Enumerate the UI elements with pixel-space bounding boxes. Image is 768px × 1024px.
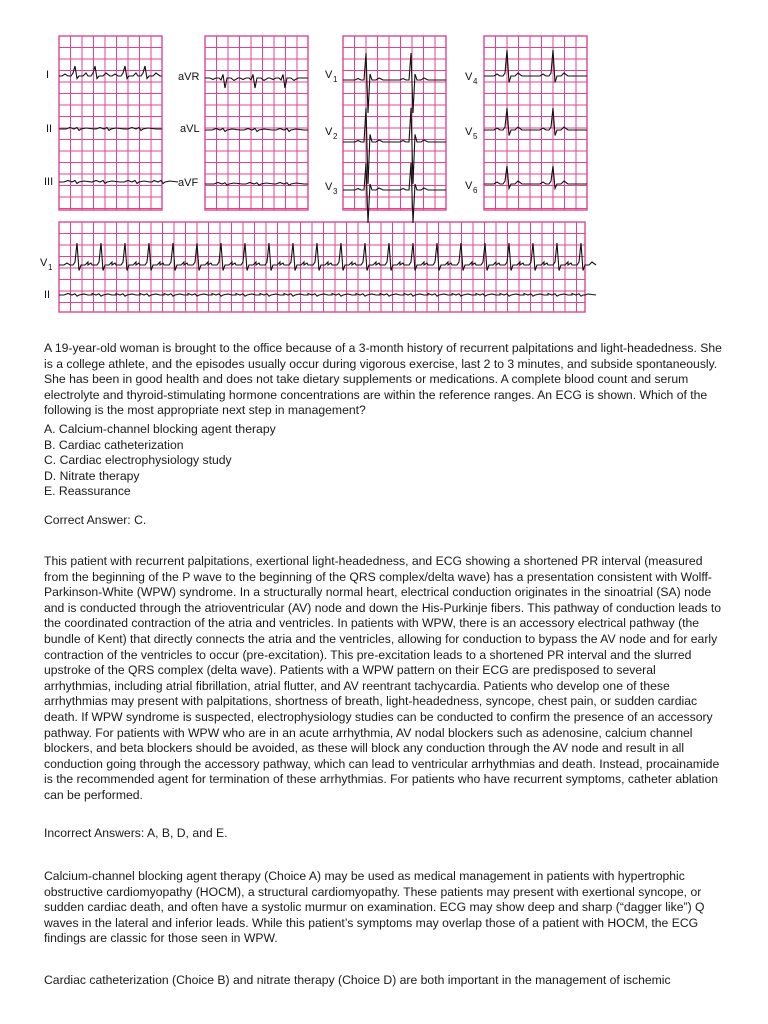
trace-lead-i bbox=[59, 66, 162, 79]
question-stem: A 19-year-old woman is brought to the office because of a 3-month history of recurrent palpitations and light-headedness. She is a college athlete, and the episodes usually occur during vigorous exercise, last 2 to 3 minutes, and subside spontaneously. She has been in good health and does not take dietary supplements or medications. A complete blood count and serum electrolyte and thyroid-stimulating hormone concentrations are within the reference ranges. An ECG is shown. Which of the following is the most appropriate next step in management? bbox=[44, 341, 722, 418]
trace-lead-v3 bbox=[343, 163, 446, 223]
label-lead-v3-sub: 3 bbox=[333, 187, 338, 196]
trace-lead-avr bbox=[205, 75, 308, 89]
label-rhythm-v1: V bbox=[40, 257, 48, 269]
trace-lead-v2 bbox=[343, 108, 446, 184]
label-lead-v6: V bbox=[465, 180, 473, 192]
label-lead-ii: II bbox=[46, 123, 53, 135]
label-rhythm-v1-sub: 1 bbox=[48, 263, 53, 272]
option-e[interactable]: E. Reassurance bbox=[44, 484, 131, 498]
option-d[interactable]: D. Nitrate therapy bbox=[44, 468, 140, 483]
label-lead-v2-sub: 2 bbox=[333, 132, 338, 141]
option-c[interactable]: C. Cardiac electrophysiology study bbox=[44, 453, 232, 467]
trace-lead-avl bbox=[205, 129, 308, 132]
label-lead-v6-sub: 6 bbox=[473, 186, 478, 195]
ecg-figure bbox=[30, 28, 600, 318]
trace-lead-iii bbox=[59, 181, 178, 184]
incorrect-answers-heading: Incorrect Answers: A, B, D, and E. bbox=[44, 826, 228, 840]
label-lead-avl: aVL bbox=[180, 123, 200, 135]
ecg-grid-precordial-1 bbox=[343, 36, 446, 210]
label-lead-i: I bbox=[46, 69, 50, 81]
label-lead-v5: V bbox=[465, 126, 473, 138]
answer-options bbox=[44, 422, 724, 500]
option-a[interactable]: A. Calcium-channel blocking agent therapy bbox=[44, 422, 276, 436]
choice-a-explanation: Calcium-channel blocking agent therapy (Choice A) may be used as medical management in patients with hypertrophic obstructive cardiomyopathy (HOCM), a structural cardiomyopathy. These patients may present with exertional syncope, or sudden cardiac death, and often have a systolic murmur on examination. ECG may show deep and sharp (“dagger like”) Q waves in the lateral and inferior leads. While this patient’s symptoms may overlap those of a patient with HOCM, the ECG findings are classic for those seen in WPW. bbox=[44, 869, 705, 946]
choice-bd-explanation: Cardiac catheterization (Choice B) and nitrate therapy (Choice D) are both important in the management of ischemic bbox=[44, 973, 671, 987]
label-lead-v4: V bbox=[465, 71, 473, 83]
label-lead-v4-sub: 4 bbox=[473, 77, 478, 86]
trace-lead-v4 bbox=[484, 50, 587, 83]
label-lead-v1: V bbox=[325, 69, 333, 81]
ecg-grid-rhythm-strip bbox=[59, 222, 585, 312]
correct-answer: Correct Answer: C. bbox=[44, 513, 147, 527]
label-lead-iii: III bbox=[44, 176, 54, 188]
label-lead-avr: aVR bbox=[178, 71, 200, 83]
label-lead-v5-sub: 5 bbox=[473, 132, 478, 141]
label-lead-avf: aVF bbox=[178, 177, 199, 189]
option-b[interactable]: B. Cardiac catheterization bbox=[44, 437, 184, 452]
label-lead-v1-sub: 1 bbox=[333, 75, 338, 84]
label-lead-v2: V bbox=[325, 126, 333, 138]
label-rhythm-ii: II bbox=[44, 289, 51, 301]
trace-lead-v5 bbox=[484, 108, 587, 136]
ecg-grid-limb-leads bbox=[59, 36, 162, 210]
explanation-paragraph: This patient with recurrent palpitations, exertional light-headedness, and ECG showing a shortened PR interval (measured from the beginning of the P wave to the beginning of the QRS complex/delta wave) has a presentation consistent with Wolff-Parkinson-White (WPW) syndrome. In a structurally normal heart, electrical conduction originates in the sinoatrial (SA) node and is conducted through the atrioventricular (AV) node and down the His-Purkinje fibers. This pathway of conduction leads to the coordinated contraction of the atria and ventricles. In patients with WPW, there is an accessory electrical pathway (the bundle of Kent) that directly connects the atria and the ventricles, allowing for conduction to bypass the AV node and for early contraction of the ventricles to occur (pre-excitation). This pre-excitation leads to a shortened PR interval and the slurred upstroke of the QRS complex (delta wave). Patients with a WPW pattern on their ECG are predisposed to several arrhythmias, including atrial fibrillation, atrial flutter, and AV reentrant tachycardia. Patients who develop one of these arrhythmias may present with palpitations, shortness of breath, light-headedness, syncope, chest pain, or sudden cardiac death. If WPW syndrome is suspected, electrophysiology studies can be conducted to confirm the presence of an accessory pathway. For patients with WPW who are in an acute arrhythmia, AV nodal blockers such as adenosine, calcium channel blockers, and beta blockers should be avoided, as these will block any conduction through the AV node and result in all conduction going through the accessory pathway, which can lead to ventricular arrhythmias and death. Instead, procainamide is the recommended agent for termination of these arrhythmias. For patients who have recurrent symptoms, catheter ablation can be performed. bbox=[44, 554, 722, 802]
label-lead-v3: V bbox=[325, 181, 333, 193]
trace-lead-avf bbox=[205, 183, 308, 186]
trace-lead-v1 bbox=[343, 53, 446, 113]
